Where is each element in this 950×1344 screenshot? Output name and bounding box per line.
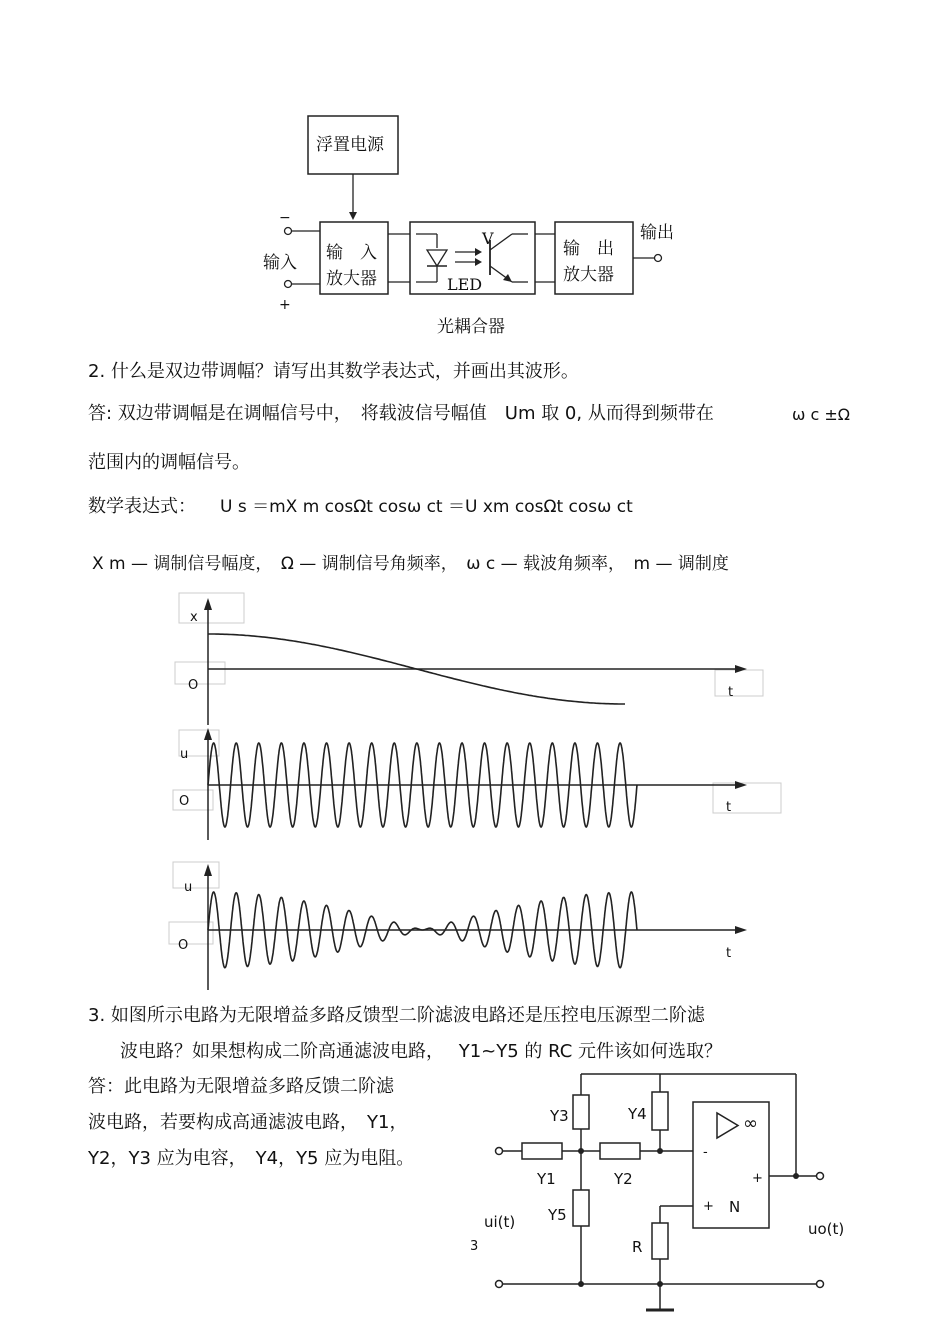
input-plus-label: + [279,297,291,313]
input-label: 输入 [263,253,297,273]
r-label: R [632,1238,643,1256]
formula-label: 数学表达式： [88,496,196,517]
answer-3-line3: Y2，Y3 应为电容， Y4，Y5 应为电阻。 [88,1148,415,1169]
plot1-t-label: t [728,685,734,700]
y3-label: Y3 [550,1107,569,1125]
filter-circuit [480,1060,860,1330]
opamp-minus-label: - [703,1145,708,1160]
answer-3-line1: 答：此电路为无限增益多路反馈二阶滤 [88,1076,394,1097]
omega-c-pm-omega: ω c ±Ω [792,405,850,424]
input-minus-label: − [279,210,291,226]
led-label: LED [447,275,483,294]
plot2-origin-label: O [179,794,190,809]
plot3-y-label: u [184,880,193,895]
output-amp-label-2: 放大器 [563,265,614,285]
symbol-legend: X m — 调制信号幅度， Ω — 调制信号角频率， ω c — 载波角频率， m — 调制度 [92,554,729,574]
power-supply-label: 浮置电源 [316,135,384,155]
output-label: 输出 [640,223,674,243]
y5-label: Y5 [548,1206,567,1224]
formula: U s ＝mX m cosΩt cosω ct ＝U xm cosΩt cosω ct [220,497,633,517]
input-amp-label-1: 输 入 [326,243,377,263]
plot1-origin-label: O [188,678,199,693]
plot2-t-label: t [726,800,732,815]
output-amp-label-1: 输 出 [563,239,614,259]
question-2: 2. 什么是双边带调幅？请写出其数学表达式，并画出其波形。 [88,361,579,382]
plot2-y-label: u [180,747,189,762]
answer-2-line1: 答: 双边带调幅是在调幅信号中， 将载波信号幅值 Um 取 0, 从而得到频带在 [88,403,714,424]
question-3-line1: 3. 如图所示电路为无限增益多路反馈型二阶滤波电路还是压控电压源型二阶滤 [88,1005,705,1026]
y1-label: Y1 [537,1170,556,1188]
plot3-t-label: t [726,946,732,961]
opamp-plus-in-label: + [703,1199,714,1214]
plot3-origin-label: O [178,938,189,953]
question-3-line2: 波电路？如果想构成二阶高通滤波电路， Y1~Y5 的 RC 元件该如何选取？ [120,1041,723,1062]
waveform-plots [165,590,795,1000]
figure-caption: 光耦合器 [437,317,505,337]
input-amp-label-2: 放大器 [326,269,377,289]
y2-label: Y2 [614,1170,633,1188]
answer-2-line2: 范围内的调幅信号。 [88,452,250,473]
plot1-y-label: x [190,610,198,625]
output-voltage-label: uo(t) [808,1220,845,1238]
page-number: 3 [470,1239,479,1254]
y4-label: Y4 [628,1105,647,1123]
phototransistor-label: V [482,229,494,248]
opamp-plus-out-label: + [752,1171,763,1186]
answer-3-line2: 波电路，若要构成高通滤波电路， Y1， [88,1112,408,1133]
infinity-symbol: ∞ [743,1113,758,1134]
input-voltage-label: ui(t) [484,1213,516,1231]
opamp-n-label: N [729,1198,741,1216]
